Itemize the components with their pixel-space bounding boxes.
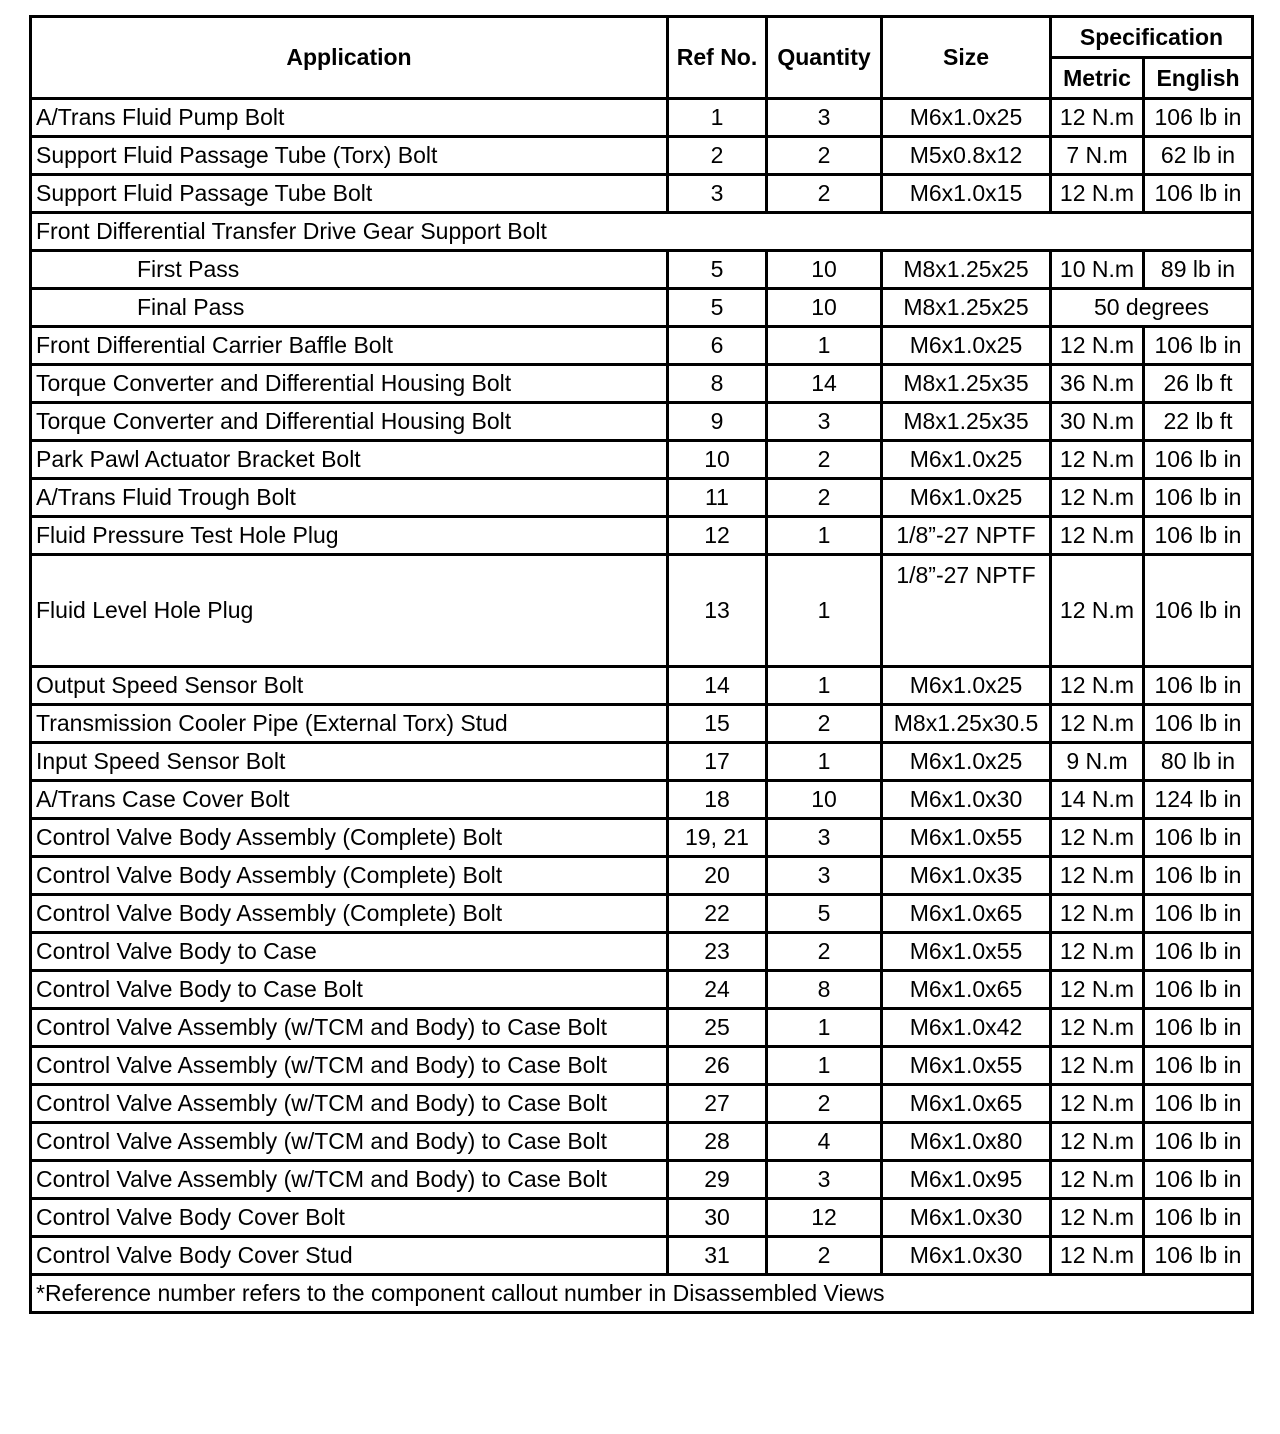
- ref-cell: 28: [668, 1123, 767, 1161]
- ref-cell: 23: [668, 933, 767, 971]
- ref-cell: 26: [668, 1047, 767, 1085]
- metric-cell: 12 N.m: [1051, 1047, 1144, 1085]
- english-cell: 106 lb in: [1144, 517, 1253, 555]
- table-row: [31, 441, 1253, 479]
- footnote: *Reference number refers to the component callout number in Disassembled Views: [31, 1275, 1253, 1313]
- english-cell: 106 lb in: [1144, 857, 1253, 895]
- ref-cell: 19, 21: [668, 819, 767, 857]
- table-row: [31, 327, 1253, 365]
- english-cell: 106 lb in: [1144, 1237, 1253, 1275]
- quantity-cell: 4: [767, 1123, 882, 1161]
- metric-cell: 14 N.m: [1051, 781, 1144, 819]
- english-cell: 106 lb in: [1144, 99, 1253, 137]
- metric-cell: 12 N.m: [1051, 1199, 1144, 1237]
- english-cell: 106 lb in: [1144, 327, 1253, 365]
- table-row: [31, 819, 1253, 857]
- metric-cell: 10 N.m: [1051, 251, 1144, 289]
- english-cell: 106 lb in: [1144, 1085, 1253, 1123]
- quantity-cell: 3: [767, 403, 882, 441]
- size-cell: M8x1.25x35: [882, 403, 1051, 441]
- quantity-cell: 1: [767, 517, 882, 555]
- table-row: [31, 781, 1253, 819]
- group-row: [31, 213, 1253, 251]
- table-row: [31, 1123, 1253, 1161]
- ref-cell: 30: [668, 1199, 767, 1237]
- size-cell: M6x1.0x25: [882, 441, 1051, 479]
- english-cell: 106 lb in: [1144, 175, 1253, 213]
- application-cell: Control Valve Body to Case: [31, 933, 668, 971]
- ref-cell: 31: [668, 1237, 767, 1275]
- table-row: [31, 251, 1253, 289]
- quantity-cell: 1: [767, 743, 882, 781]
- quantity-cell: 10: [767, 289, 882, 327]
- english-cell: 26 lb ft: [1144, 365, 1253, 403]
- english-cell: 62 lb in: [1144, 137, 1253, 175]
- header-size: Size: [882, 17, 1051, 99]
- metric-cell: 12 N.m: [1051, 705, 1144, 743]
- quantity-cell: 8: [767, 971, 882, 1009]
- application-cell: Output Speed Sensor Bolt: [31, 667, 668, 705]
- ref-cell: 22: [668, 895, 767, 933]
- spec-combined-cell: 50 degrees: [1051, 289, 1253, 327]
- size-cell: M6x1.0x30: [882, 781, 1051, 819]
- english-cell: 106 lb in: [1144, 1161, 1253, 1199]
- table-body: [31, 99, 1253, 1313]
- size-cell: M6x1.0x42: [882, 1009, 1051, 1047]
- header-specification: Specification: [1051, 17, 1253, 58]
- application-cell: Control Valve Assembly (w/TCM and Body) to Case Bolt: [31, 1085, 668, 1123]
- size-cell: M6x1.0x35: [882, 857, 1051, 895]
- table-row: [31, 705, 1253, 743]
- metric-cell: 12 N.m: [1051, 819, 1144, 857]
- header-application: Application: [31, 17, 668, 99]
- size-cell: M6x1.0x25: [882, 743, 1051, 781]
- english-cell: 106 lb in: [1144, 1199, 1253, 1237]
- torque-spec-table: [29, 15, 1254, 1314]
- quantity-cell: 1: [767, 555, 882, 667]
- metric-cell: 9 N.m: [1051, 743, 1144, 781]
- metric-cell: 12 N.m: [1051, 895, 1144, 933]
- english-cell: 106 lb in: [1144, 971, 1253, 1009]
- ref-cell: 12: [668, 517, 767, 555]
- footnote-row: [31, 1275, 1253, 1313]
- table-row: [31, 289, 1253, 327]
- metric-cell: 12 N.m: [1051, 1123, 1144, 1161]
- metric-cell: 12 N.m: [1051, 857, 1144, 895]
- application-cell: Support Fluid Passage Tube Bolt: [31, 175, 668, 213]
- ref-cell: 15: [668, 705, 767, 743]
- size-cell: M6x1.0x15: [882, 175, 1051, 213]
- ref-cell: 27: [668, 1085, 767, 1123]
- application-cell: Torque Converter and Differential Housing Bolt: [31, 403, 668, 441]
- table-row: [31, 857, 1253, 895]
- quantity-cell: 2: [767, 933, 882, 971]
- table-row: [31, 933, 1253, 971]
- english-cell: 106 lb in: [1144, 705, 1253, 743]
- metric-cell: 12 N.m: [1051, 555, 1144, 667]
- ref-cell: 18: [668, 781, 767, 819]
- metric-cell: 12 N.m: [1051, 175, 1144, 213]
- quantity-cell: 2: [767, 175, 882, 213]
- ref-cell: 9: [668, 403, 767, 441]
- application-cell: Torque Converter and Differential Housing Bolt: [31, 365, 668, 403]
- size-cell: 1/8”-27 NPTF: [882, 555, 1051, 667]
- size-cell: M6x1.0x65: [882, 971, 1051, 1009]
- application-cell: Front Differential Carrier Baffle Bolt: [31, 327, 668, 365]
- application-cell: Support Fluid Passage Tube (Torx) Bolt: [31, 137, 668, 175]
- size-cell: M6x1.0x55: [882, 933, 1051, 971]
- metric-cell: 12 N.m: [1051, 517, 1144, 555]
- english-cell: 22 lb ft: [1144, 403, 1253, 441]
- size-cell: M6x1.0x25: [882, 327, 1051, 365]
- size-cell: M5x0.8x12: [882, 137, 1051, 175]
- header-ref-no: Ref No.: [668, 17, 767, 99]
- table-row: [31, 1047, 1253, 1085]
- header-english: English: [1144, 58, 1253, 99]
- metric-cell: 12 N.m: [1051, 1085, 1144, 1123]
- metric-cell: 36 N.m: [1051, 365, 1144, 403]
- metric-cell: 12 N.m: [1051, 327, 1144, 365]
- metric-cell: 12 N.m: [1051, 933, 1144, 971]
- quantity-cell: 1: [767, 667, 882, 705]
- table-header: [31, 17, 1253, 99]
- application-cell: Transmission Cooler Pipe (External Torx) Stud: [31, 705, 668, 743]
- size-cell: M6x1.0x25: [882, 667, 1051, 705]
- english-cell: 89 lb in: [1144, 251, 1253, 289]
- quantity-cell: 1: [767, 1009, 882, 1047]
- quantity-cell: 3: [767, 99, 882, 137]
- quantity-cell: 10: [767, 251, 882, 289]
- table-row: [31, 971, 1253, 1009]
- english-cell: 106 lb in: [1144, 819, 1253, 857]
- size-cell: 1/8”-27 NPTF: [882, 517, 1051, 555]
- english-cell: 106 lb in: [1144, 895, 1253, 933]
- size-cell: M6x1.0x95: [882, 1161, 1051, 1199]
- size-cell: M6x1.0x55: [882, 819, 1051, 857]
- table-row: [31, 479, 1253, 517]
- table-row: [31, 1009, 1253, 1047]
- application-cell: Control Valve Body Cover Bolt: [31, 1199, 668, 1237]
- table-row: [31, 99, 1253, 137]
- table-row: [31, 1085, 1253, 1123]
- quantity-cell: 5: [767, 895, 882, 933]
- size-cell: M6x1.0x25: [882, 99, 1051, 137]
- application-cell: Control Valve Body Assembly (Complete) Bolt: [31, 819, 668, 857]
- application-cell: Fluid Level Hole Plug: [31, 555, 668, 667]
- application-cell: Control Valve Body Assembly (Complete) Bolt: [31, 857, 668, 895]
- ref-cell: 1: [668, 99, 767, 137]
- ref-cell: 3: [668, 175, 767, 213]
- table-row: [31, 1161, 1253, 1199]
- header-quantity: Quantity: [767, 17, 882, 99]
- size-cell: M6x1.0x65: [882, 1085, 1051, 1123]
- size-cell: M6x1.0x25: [882, 479, 1051, 517]
- metric-cell: 7 N.m: [1051, 137, 1144, 175]
- ref-cell: 20: [668, 857, 767, 895]
- application-cell: Control Valve Body to Case Bolt: [31, 971, 668, 1009]
- table-row: [31, 1237, 1253, 1275]
- english-cell: 106 lb in: [1144, 933, 1253, 971]
- size-cell: M6x1.0x65: [882, 895, 1051, 933]
- metric-cell: 12 N.m: [1051, 1237, 1144, 1275]
- application-cell: Control Valve Assembly (w/TCM and Body) to Case Bolt: [31, 1123, 668, 1161]
- table-row: [31, 403, 1253, 441]
- metric-cell: 12 N.m: [1051, 99, 1144, 137]
- size-cell: M8x1.25x35: [882, 365, 1051, 403]
- quantity-cell: 14: [767, 365, 882, 403]
- table-row: [31, 1199, 1253, 1237]
- header-metric: Metric: [1051, 58, 1144, 99]
- quantity-cell: 1: [767, 1047, 882, 1085]
- ref-cell: 17: [668, 743, 767, 781]
- quantity-cell: 2: [767, 479, 882, 517]
- ref-cell: 11: [668, 479, 767, 517]
- metric-cell: 12 N.m: [1051, 667, 1144, 705]
- quantity-cell: 3: [767, 857, 882, 895]
- ref-cell: 5: [668, 251, 767, 289]
- table-row: [31, 743, 1253, 781]
- english-cell: 106 lb in: [1144, 479, 1253, 517]
- table-row: [31, 895, 1253, 933]
- english-cell: 106 lb in: [1144, 1009, 1253, 1047]
- table-row: [31, 517, 1253, 555]
- ref-cell: 8: [668, 365, 767, 403]
- application-cell: Control Valve Assembly (w/TCM and Body) to Case Bolt: [31, 1009, 668, 1047]
- size-cell: M8x1.25x30.5: [882, 705, 1051, 743]
- application-cell: Fluid Pressure Test Hole Plug: [31, 517, 668, 555]
- ref-cell: 25: [668, 1009, 767, 1047]
- english-cell: 124 lb in: [1144, 781, 1253, 819]
- english-cell: 80 lb in: [1144, 743, 1253, 781]
- table-row: [31, 137, 1253, 175]
- english-cell: 106 lb in: [1144, 1047, 1253, 1085]
- size-cell: M6x1.0x30: [882, 1237, 1051, 1275]
- application-cell: Input Speed Sensor Bolt: [31, 743, 668, 781]
- quantity-cell: 3: [767, 819, 882, 857]
- quantity-cell: 2: [767, 705, 882, 743]
- metric-cell: 12 N.m: [1051, 1009, 1144, 1047]
- quantity-cell: 1: [767, 327, 882, 365]
- group-label-cell: Front Differential Transfer Drive Gear Support Bolt: [31, 213, 1253, 251]
- ref-cell: 14: [668, 667, 767, 705]
- application-cell: Control Valve Body Assembly (Complete) Bolt: [31, 895, 668, 933]
- application-cell: First Pass: [31, 251, 668, 289]
- quantity-cell: 3: [767, 1161, 882, 1199]
- english-cell: 106 lb in: [1144, 1123, 1253, 1161]
- application-cell: A/Trans Case Cover Bolt: [31, 781, 668, 819]
- table-row: [31, 365, 1253, 403]
- application-cell: A/Trans Fluid Trough Bolt: [31, 479, 668, 517]
- size-cell: M6x1.0x80: [882, 1123, 1051, 1161]
- quantity-cell: 2: [767, 441, 882, 479]
- english-cell: 106 lb in: [1144, 441, 1253, 479]
- ref-cell: 13: [668, 555, 767, 667]
- size-cell: M6x1.0x30: [882, 1199, 1051, 1237]
- ref-cell: 5: [668, 289, 767, 327]
- metric-cell: 12 N.m: [1051, 1161, 1144, 1199]
- size-cell: M8x1.25x25: [882, 289, 1051, 327]
- application-cell: Park Pawl Actuator Bracket Bolt: [31, 441, 668, 479]
- table-row: [31, 667, 1253, 705]
- application-cell: A/Trans Fluid Pump Bolt: [31, 99, 668, 137]
- english-cell: 106 lb in: [1144, 555, 1253, 667]
- english-cell: 106 lb in: [1144, 667, 1253, 705]
- table-row: [31, 175, 1253, 213]
- quantity-cell: 12: [767, 1199, 882, 1237]
- size-cell: M8x1.25x25: [882, 251, 1051, 289]
- table-row: [31, 555, 1253, 667]
- metric-cell: 12 N.m: [1051, 441, 1144, 479]
- ref-cell: 6: [668, 327, 767, 365]
- quantity-cell: 2: [767, 1085, 882, 1123]
- quantity-cell: 2: [767, 137, 882, 175]
- ref-cell: 29: [668, 1161, 767, 1199]
- application-cell: Final Pass: [31, 289, 668, 327]
- size-cell: M6x1.0x55: [882, 1047, 1051, 1085]
- metric-cell: 12 N.m: [1051, 971, 1144, 1009]
- quantity-cell: 2: [767, 1237, 882, 1275]
- application-cell: Control Valve Assembly (w/TCM and Body) to Case Bolt: [31, 1161, 668, 1199]
- ref-cell: 24: [668, 971, 767, 1009]
- ref-cell: 2: [668, 137, 767, 175]
- ref-cell: 10: [668, 441, 767, 479]
- metric-cell: 12 N.m: [1051, 479, 1144, 517]
- application-cell: Control Valve Body Cover Stud: [31, 1237, 668, 1275]
- quantity-cell: 10: [767, 781, 882, 819]
- application-cell: Control Valve Assembly (w/TCM and Body) to Case Bolt: [31, 1047, 668, 1085]
- metric-cell: 30 N.m: [1051, 403, 1144, 441]
